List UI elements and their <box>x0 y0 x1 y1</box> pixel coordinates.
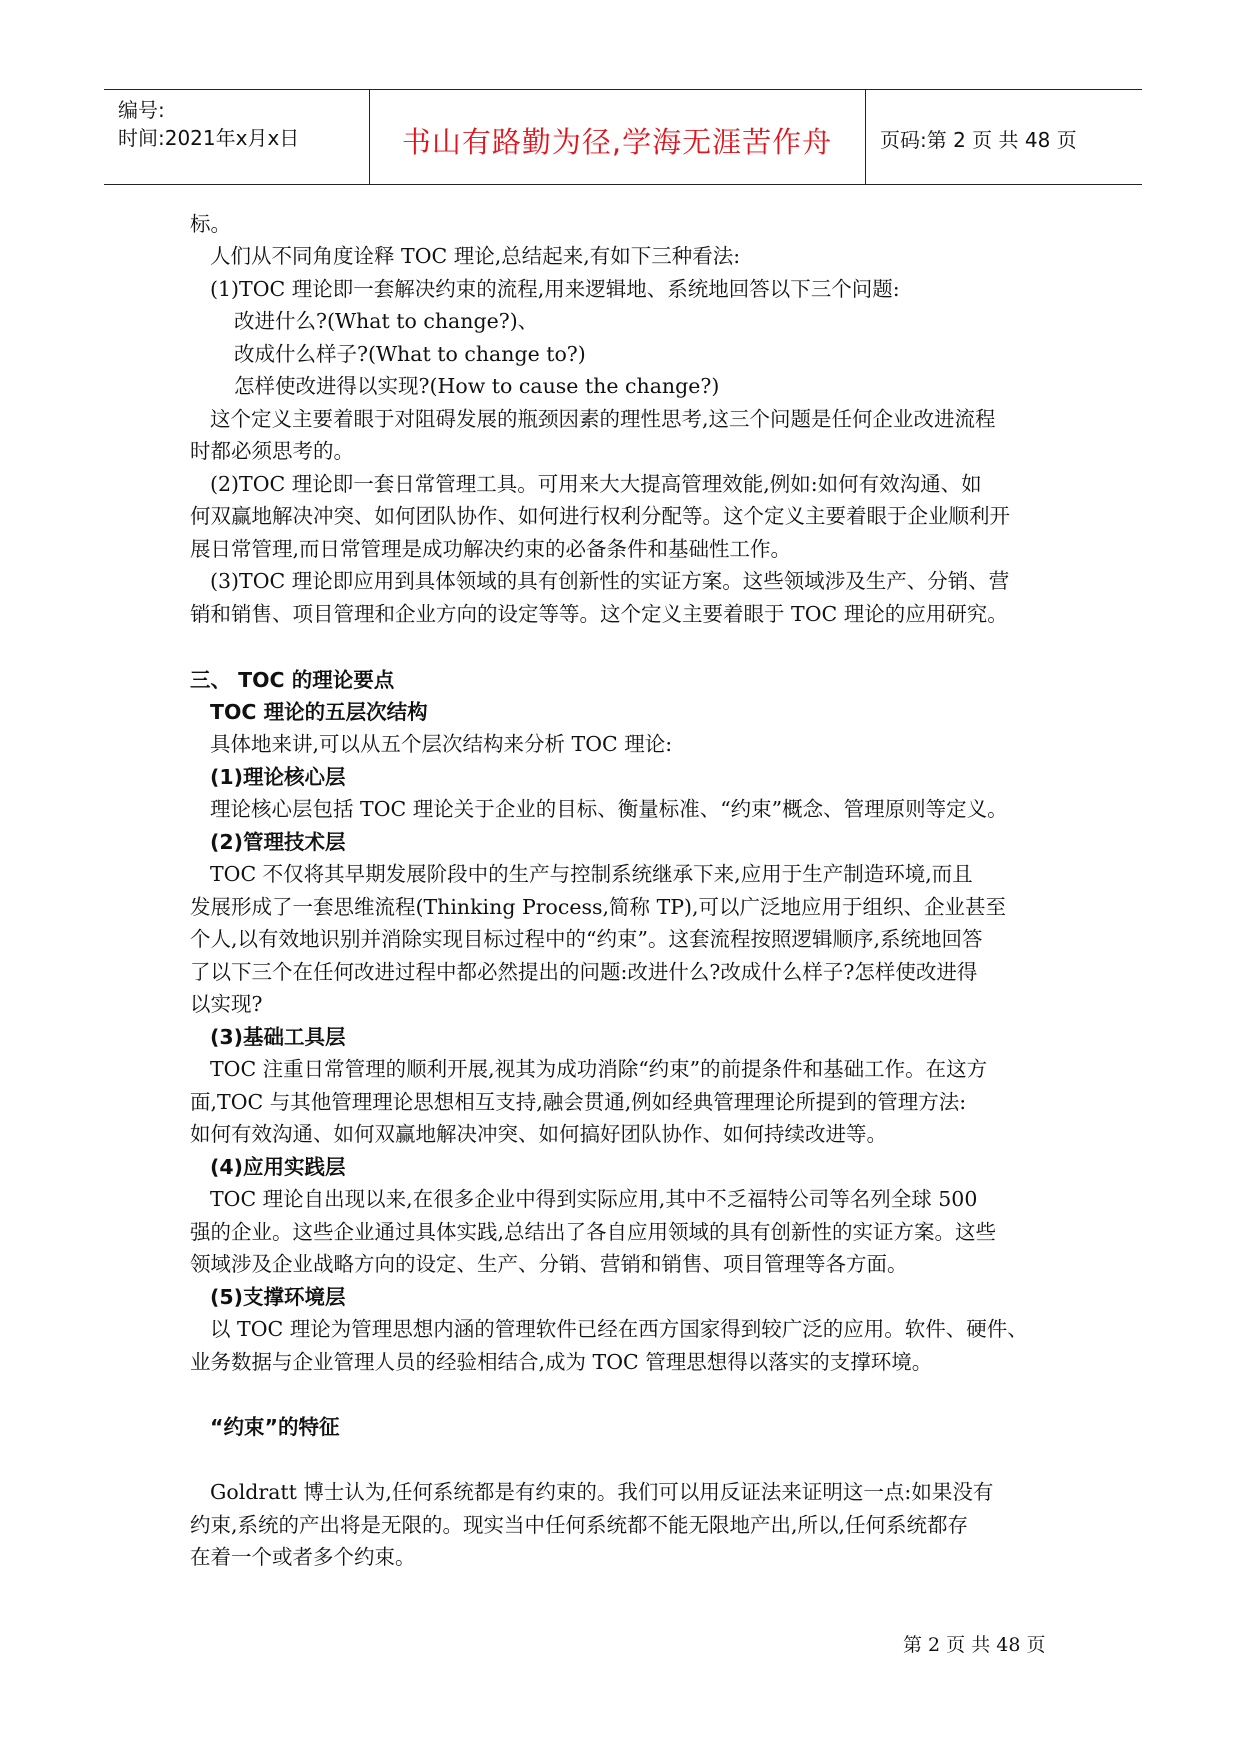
body-line: 标。 <box>190 212 231 236</box>
body-line: 改进什么?(What to change?)、 <box>234 309 539 333</box>
body-line: TOC 不仅将其早期发展阶段中的生产与控制系统继承下来,应用于生产制造环境,而且 <box>210 862 973 886</box>
body-line: TOC 理论自出现以来,在很多企业中得到实际应用,其中不乏福特公司等名列全球 500 <box>210 1187 978 1211</box>
body-line: 改成什么样子?(What to change to?) <box>234 342 586 366</box>
header-motto-cell <box>369 90 866 184</box>
body-line: 个人,以有效地识别并消除实现目标过程中的“约束”。这套流程按照逻辑顺序,系统地回答 <box>190 927 983 951</box>
body-line: Goldratt 博士认为,任何系统都是有约束的。我们可以用反证法来证明这一点:如果没有 <box>210 1480 994 1504</box>
body-line: 约束,系统的产出将是无限的。现实当中任何系统都不能无限地产出,所以,任何系统都存 <box>190 1513 969 1537</box>
body-line: 发展形成了一套思维流程(Thinking Process,简称 TP),可以广泛地应用于组织、企业甚至 <box>190 895 1007 919</box>
body-line: 领域涉及企业战略方向的设定、生产、分销、营销和销售、项目管理等各方面。 <box>190 1252 908 1276</box>
layer-heading: (4)应用实践层 <box>210 1155 346 1179</box>
body-line: 如何有效沟通、如何双赢地解决冲突、如何搞好团队协作、如何持续改进等。 <box>190 1122 887 1146</box>
header-meta-cell <box>104 90 370 184</box>
body-line: (1)TOC 理论即一套解决约束的流程,用来逻辑地、系统地回答以下三个问题: <box>210 277 900 301</box>
body-line: 在着一个或者多个约束。 <box>190 1545 416 1569</box>
header-page-number: 页码:第 2 页 共 48 页 <box>880 128 1077 152</box>
layer-heading: (1)理论核心层 <box>210 765 346 789</box>
footer-page-number: 第 2 页 共 48 页 <box>903 1634 1046 1656</box>
body-line: 面,TOC 与其他管理理论思想相互支持,融会贯通,例如经典管理理论所提到的管理方法: <box>190 1090 967 1114</box>
body-line: 时都必须思考的。 <box>190 439 354 463</box>
document-time-label: 时间:2021年x月x日 <box>118 126 300 150</box>
section-heading: 三、 TOC 的理论要点 <box>190 668 395 692</box>
body-line: 以 TOC 理论为管理思想内涵的管理软件已经在西方国家得到较广泛的应用。软件、硬件、 <box>210 1317 1028 1341</box>
subsection-heading: “约束”的特征 <box>210 1415 340 1439</box>
body-line: 强的企业。这些企业通过具体实践,总结出了各自应用领域的具有创新性的实证方案。这些 <box>190 1220 997 1244</box>
header-page-cell <box>866 90 1142 184</box>
body-line: 这个定义主要着眼于对阻碍发展的瓶颈因素的理性思考,这三个问题是任何企业改进流程 <box>210 407 996 431</box>
body-line: 业务数据与企业管理人员的经验相结合,成为 TOC 管理思想得以落实的支撑环境。 <box>190 1350 933 1374</box>
body-line: 何双赢地解决冲突、如何团队协作、如何进行权利分配等。这个定义主要着眼于企业顺利开 <box>190 504 1010 528</box>
body-line: 理论核心层包括 TOC 理论关于企业的目标、衡量标准、“约束”概念、管理原则等定义。 <box>210 797 1008 821</box>
layer-heading: (2)管理技术层 <box>210 830 346 854</box>
document-code-label: 编号: <box>118 98 165 122</box>
body-line: 了以下三个在任何改进过程中都必然提出的问题:改进什么?改成什么样子?怎样使改进得 <box>190 960 978 984</box>
body-line: 展日常管理,而日常管理是成功解决约束的必备条件和基础性工作。 <box>190 537 792 561</box>
body-line: 怎样使改进得以实现?(How to cause the change?) <box>234 374 720 398</box>
body-line: TOC 注重日常管理的顺利开展,视其为成功消除“约束”的前提条件和基础工作。在这方 <box>210 1057 988 1081</box>
body-line: 销和销售、项目管理和企业方向的设定等等。这个定义主要着眼于 TOC 理论的应用研究。 <box>190 602 1008 626</box>
header-motto: 书山有路勤为径,学海无涯苦作舟 <box>401 125 833 159</box>
layer-heading: (3)基础工具层 <box>210 1025 346 1049</box>
subsection-heading: TOC 理论的五层次结构 <box>210 700 428 724</box>
document-header <box>104 89 1142 185</box>
body-line: (2)TOC 理论即一套日常管理工具。可用来大大提高管理效能,例如:如何有效沟通、如 <box>210 472 982 496</box>
body-line: 人们从不同角度诠释 TOC 理论,总结起来,有如下三种看法: <box>210 244 741 268</box>
layer-heading: (5)支撑环境层 <box>210 1285 346 1309</box>
body-line: 以实现? <box>190 992 263 1016</box>
body-line: (3)TOC 理论即应用到具体领域的具有创新性的实证方案。这些领域涉及生产、分销、营 <box>210 569 1010 593</box>
body-line: 具体地来讲,可以从五个层次结构来分析 TOC 理论: <box>210 732 673 756</box>
